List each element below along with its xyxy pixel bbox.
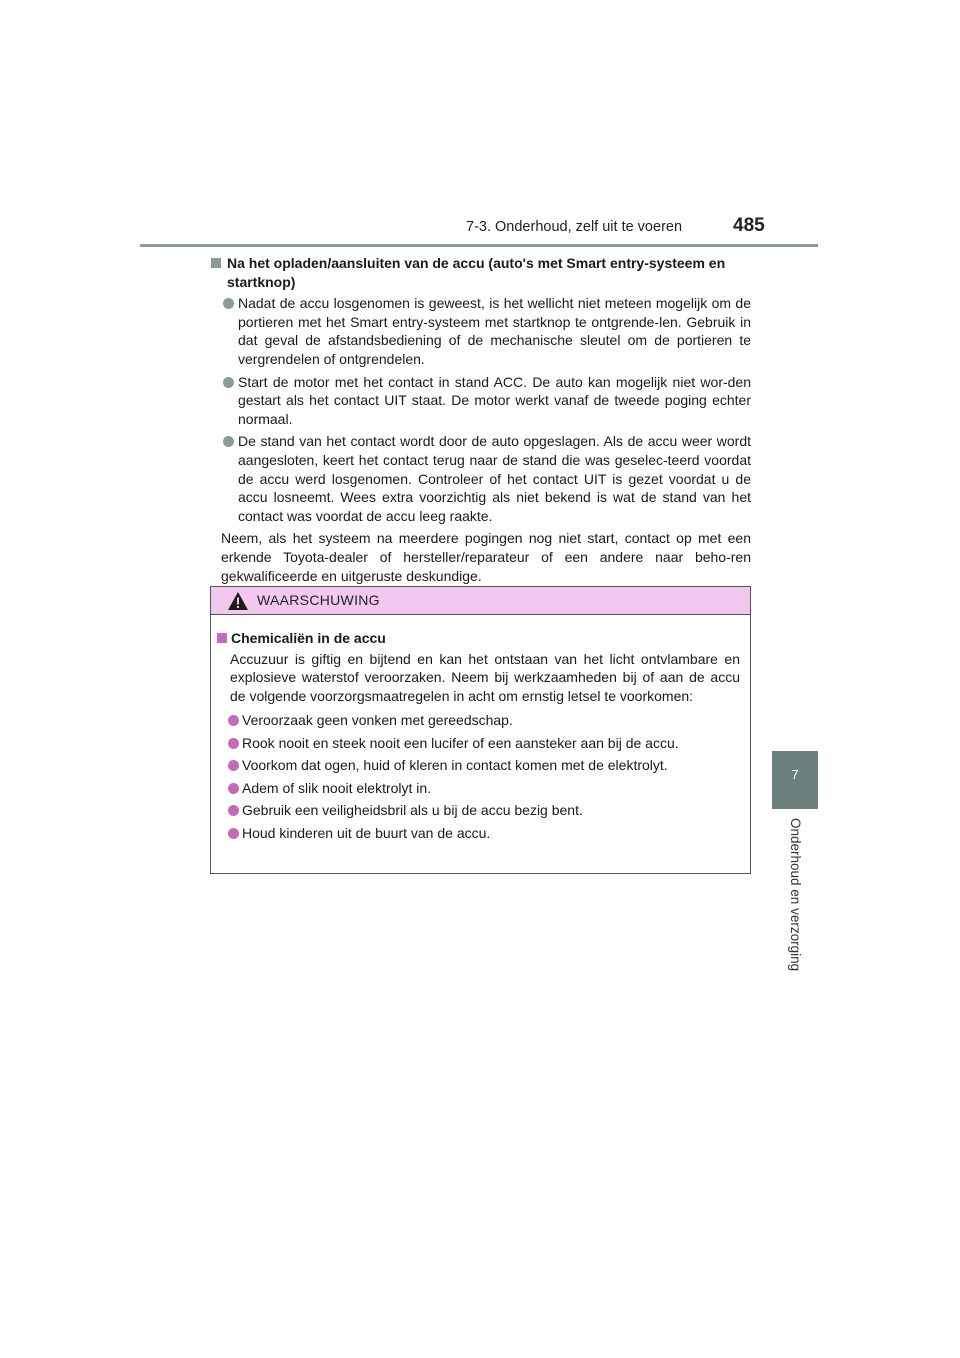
list-item <box>211 373 751 429</box>
warning-subheading <box>217 629 740 648</box>
list-item <box>211 294 751 368</box>
warning-list-item-text: Adem of slik nooit elektrolyt in. <box>242 779 432 796</box>
circle-bullet-icon <box>228 760 239 771</box>
square-bullet-icon <box>217 633 227 643</box>
warning-header <box>211 587 750 615</box>
chapter-label-wrap <box>768 818 822 988</box>
warning-list-item <box>217 824 740 843</box>
warning-list-item <box>217 801 740 820</box>
warning-list-item-text: Veroorzaak geen vonken met gereedschap. <box>242 712 513 728</box>
circle-bullet-icon <box>228 805 239 816</box>
warning-title: WAARSCHUWING <box>257 592 380 608</box>
circle-bullet-icon <box>223 436 234 447</box>
section-title: 7-3. Onderhoud, zelf uit te voeren <box>466 219 683 235</box>
circle-bullet-icon <box>228 783 239 794</box>
warning-list-item <box>217 779 740 798</box>
warning-list-item-text: Gebruik een veiligheidsbril als u bij de accu bezig bent. <box>242 802 583 818</box>
list-item <box>211 432 751 525</box>
body-paragraph: Neem, als het systeem na meerdere pogingen nog niet start, contact op met een erkende Toyota-dealer of hersteller/reparateur of een andere naar beho-ren gekwalificeerde en uitgeruste deskundige. <box>221 530 751 584</box>
warning-subheading-text: Chemicaliën in de accu <box>231 630 386 646</box>
warning-triangle-icon <box>227 591 249 611</box>
header-divider <box>140 244 818 247</box>
list-item-text: Start de motor met het contact in stand ACC. De auto kan mogelijk niet wor-den gestart als het contact UIT staat. De motor werkt vanaf de tweede poging echter normaal. <box>238 373 751 427</box>
section-heading-text: Na het opladen/aansluiten van de accu (auto's met Smart entry-systeem en startknop) <box>227 255 726 290</box>
chapter-number: 7 <box>791 767 799 782</box>
chapter-label: Onderhoud en verzorging <box>788 818 803 972</box>
circle-bullet-icon <box>228 715 239 726</box>
section-heading <box>211 254 751 291</box>
warning-body <box>211 615 750 842</box>
circle-bullet-icon <box>223 298 234 309</box>
list-item-text: De stand van het contact wordt door de auto opgeslagen. Als de accu weer wordt aangesloten, keert het contact terug naar de stand die was geselec-teerd voordat de accu werd losgenomen. Controleer of het contact UIT is gezet voordat u de accu losneemt. Wees extra voorzichtig als niet bekend is wat de stand van het contact was voordat de accu leeg raakte. <box>238 433 751 524</box>
warning-text: Accuzuur is giftig en bijtend en kan het ontstaan van het licht ontvlambare en explosieve waterstof veroorzaken. Neem bij werkzaamheden bij of aan de accu de volgende voorzorgsmaatregelen in acht om ernstig letsel te voorkomen: <box>230 650 740 704</box>
warning-list-item-text: Rook nooit en steek nooit een lucifer of een aansteker aan bij de accu. <box>242 734 679 751</box>
warning-list-item <box>217 756 740 775</box>
warning-list-item <box>217 734 740 753</box>
chapter-tab[interactable] <box>772 751 818 809</box>
main-content <box>211 254 751 585</box>
circle-bullet-icon <box>228 738 239 749</box>
square-bullet-icon <box>211 258 221 268</box>
page-number: 485 <box>733 215 765 236</box>
circle-bullet-icon <box>223 377 234 388</box>
warning-box <box>210 586 751 874</box>
warning-list-item <box>217 711 740 730</box>
list-item-text: Nadat de accu losgenomen is geweest, is het wellicht niet meteen mogelijk om de portieren met het Smart entry-systeem met startknop te ontgrende-len. Gebruik in dat geval de afstandsbediening of de mechanische sleutel om de portieren te vergrendelen of ontgrendelen. <box>238 295 751 367</box>
circle-bullet-icon <box>228 828 239 839</box>
warning-list-item-text: Voorkom dat ogen, huid of kleren in contact komen met de elektrolyt. <box>242 757 668 773</box>
warning-list-item-text: Houd kinderen uit de buurt van de accu. <box>242 824 491 841</box>
